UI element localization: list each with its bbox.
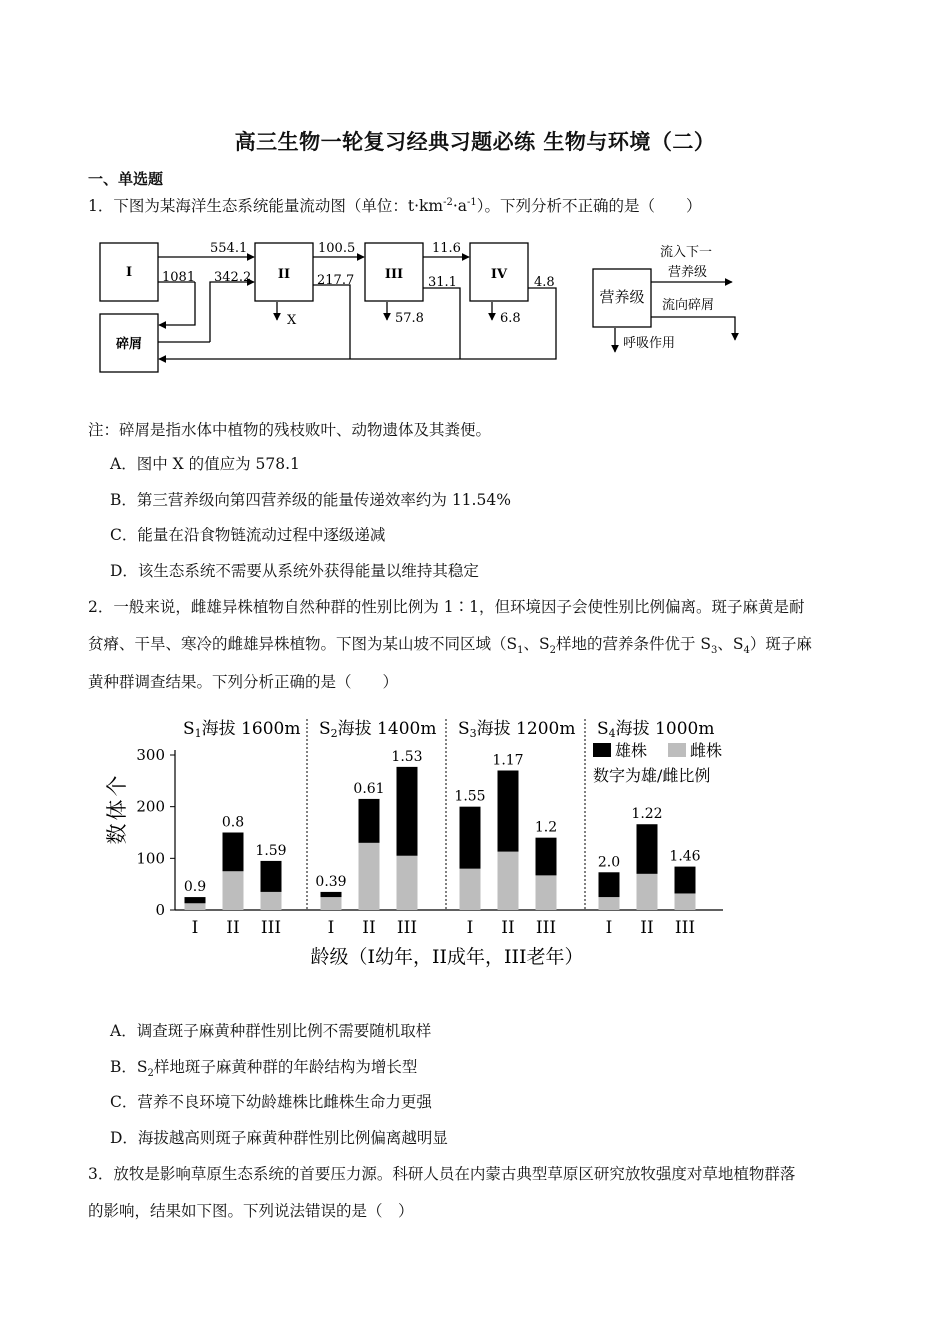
age-tick-label: I [327, 918, 335, 938]
ratio-label: 1.59 [255, 842, 287, 859]
label-III: III [384, 267, 404, 282]
question-2-line3: 黄种群调查结果。下列分析正确的是（ ） [88, 673, 399, 691]
y-tick-label: 100 [136, 849, 165, 868]
legend-male-swatch [593, 743, 611, 757]
age-tick-label: II [362, 918, 376, 938]
q2-option-d: D．海拔越高则斑子麻黄种群性别比例偏离越明显 [110, 1129, 448, 1147]
age-tick-label: III [674, 918, 696, 938]
bar-male [185, 897, 206, 903]
energy-flow-diagram [90, 230, 750, 380]
value-342: 342.2 [214, 270, 252, 285]
age-tick-label: III [396, 918, 418, 938]
ratio-label: 1.17 [492, 752, 524, 769]
bar-female [599, 897, 620, 910]
value-554: 554.1 [210, 241, 248, 256]
legend-male-label: 雄株 [615, 741, 648, 760]
bar-female [185, 903, 206, 910]
ratio-label: 0.9 [183, 879, 207, 896]
q2-option-a: A．调查斑子麻黄种群性别比例不需要随机取样 [110, 1022, 432, 1040]
section-heading: 一、单选题 [88, 170, 164, 188]
y-axis-label-char: 个 [105, 775, 129, 797]
legend-next-line2: 营养级 [668, 265, 708, 280]
bar-female [359, 843, 380, 910]
age-tick-label: II [226, 918, 240, 938]
legend-note: 数字为雄/雌比例 [593, 766, 711, 785]
question-3-line1: 3．放牧是影响草原生态系统的首要压力源。科研人员在内蒙古典型草原区研究放牧强度对草地植物群落 [88, 1165, 796, 1183]
legend-respiration: 呼吸作用 [623, 336, 676, 351]
value-217: 217.7 [317, 273, 355, 288]
bar-female [536, 875, 557, 910]
value-100: 100.5 [318, 241, 356, 256]
ratio-label: 1.53 [391, 748, 423, 765]
bar-female [460, 869, 481, 910]
q1-option-c: C．能量在沿食物链流动过程中逐级递减 [110, 526, 386, 544]
bar-female [321, 897, 342, 910]
bar-male [460, 807, 481, 869]
age-tick-label: I [191, 918, 199, 938]
ratio-label: 2.0 [597, 854, 621, 871]
bar-female [498, 852, 519, 910]
question-2-line2: 贫瘠、干旱、寒冷的雌雄异株植物。下图为某山坡不同区域（$S_1$、$S_2$样地的营养条件优于 $S_3$、$S_4$）斑子麻 [88, 635, 812, 657]
value-31: 31.1 [428, 275, 457, 290]
age-tick-label: I [466, 918, 474, 938]
q1-option-b: B．第三营养级向第四营养级的能量传递效率约为 11.54% [110, 491, 511, 509]
bar-female [223, 871, 244, 910]
question-3-line2: 的影响，结果如下图。下列说法错误的是（ ） [88, 1202, 414, 1220]
label-IV: IV [490, 267, 508, 282]
legend-female-swatch [668, 743, 686, 757]
ratio-label: 1.55 [454, 788, 486, 805]
bar-female [261, 892, 282, 910]
ratio-label: 1.2 [534, 819, 558, 836]
bar-male [637, 824, 658, 874]
question-2-line1: 2．一般来说，雌雄异株植物自然种群的性别比例为 1∶1，但环境因子会使性别比例偏离。斑子麻黄是耐 [88, 598, 805, 616]
label-I: I [125, 265, 133, 280]
age-tick-label: I [605, 918, 613, 938]
ratio-label: 0.61 [353, 780, 385, 797]
y-axis-label-char: 体 [105, 799, 129, 821]
legend-next-line1: 流入下一 [660, 245, 713, 260]
q2-option-c: C．营养不良环境下幼龄雄株比雌株生命力更强 [110, 1093, 432, 1111]
bar-male [498, 771, 519, 852]
ratio-label: 1.22 [631, 806, 663, 823]
bar-male [536, 838, 557, 876]
value-6: 6.8 [500, 311, 521, 326]
ratio-label: 0.8 [221, 814, 245, 831]
y-tick-label: 200 [136, 797, 165, 816]
ratio-label: 0.39 [315, 873, 347, 890]
bar-male [223, 833, 244, 872]
value-11: 11.6 [432, 241, 461, 256]
y-tick-label: 0 [155, 901, 165, 919]
group-title-4: S4海拔 1000m [597, 719, 715, 740]
q1-option-d: D．该生态系统不需要从系统外获得能量以维持其稳定 [110, 562, 479, 580]
page-title: 高三生物一轮复习经典习题必练 生物与环境（二） [234, 129, 716, 154]
bar-female [675, 893, 696, 910]
bar-male [397, 767, 418, 856]
label-II: II [277, 267, 291, 282]
question-1-stem: 1．下图为某海洋生态系统能量流动图（单位：$t\cdot km^{-2}\cdot a^{-1}$）。下列分析不正确的是（ ） [88, 196, 702, 215]
q1-option-a: A．图中 X 的值应为 578.1 [110, 455, 300, 473]
legend-trophic-level: 营养级 [599, 288, 645, 306]
question-1-note: 注：碎屑是指水体中植物的残枝败叶、动物遗体及其粪便。 [88, 421, 492, 439]
bar-male [321, 892, 342, 897]
age-tick-label: III [260, 918, 282, 938]
age-tick-label: II [501, 918, 515, 938]
bar-female [637, 874, 658, 910]
group-title-3: S3海拔 1200m [458, 719, 576, 740]
legend-detritus: 流向碎屑 [662, 298, 715, 313]
bar-female [397, 856, 418, 910]
x-axis-label: 龄级（I幼年，II成年，III老年） [310, 946, 584, 968]
group-title-1: S1海拔 1600m [183, 719, 301, 740]
sex-ratio-bar-chart [95, 705, 745, 980]
value-X: X [287, 313, 297, 328]
age-tick-label: III [535, 918, 557, 938]
ratio-label: 1.46 [669, 848, 701, 865]
value-1081: 1081 [162, 270, 196, 285]
y-axis-label-char: 数 [105, 823, 129, 845]
value-57: 57.8 [395, 311, 424, 326]
group-title-2: S2海拔 1400m [319, 719, 437, 740]
q2-option-b: B．$S_2$样地斑子麻黄种群的年龄结构为增长型 [110, 1058, 418, 1080]
value-4: 4.8 [534, 275, 555, 290]
y-tick-label: 300 [136, 746, 165, 764]
label-detritus: 碎屑 [115, 337, 143, 352]
age-tick-label: II [640, 918, 654, 938]
bar-male [261, 861, 282, 892]
bar-male [359, 799, 380, 843]
bar-male [675, 867, 696, 894]
legend-female-label: 雌株 [690, 741, 723, 760]
bar-male [599, 872, 620, 897]
